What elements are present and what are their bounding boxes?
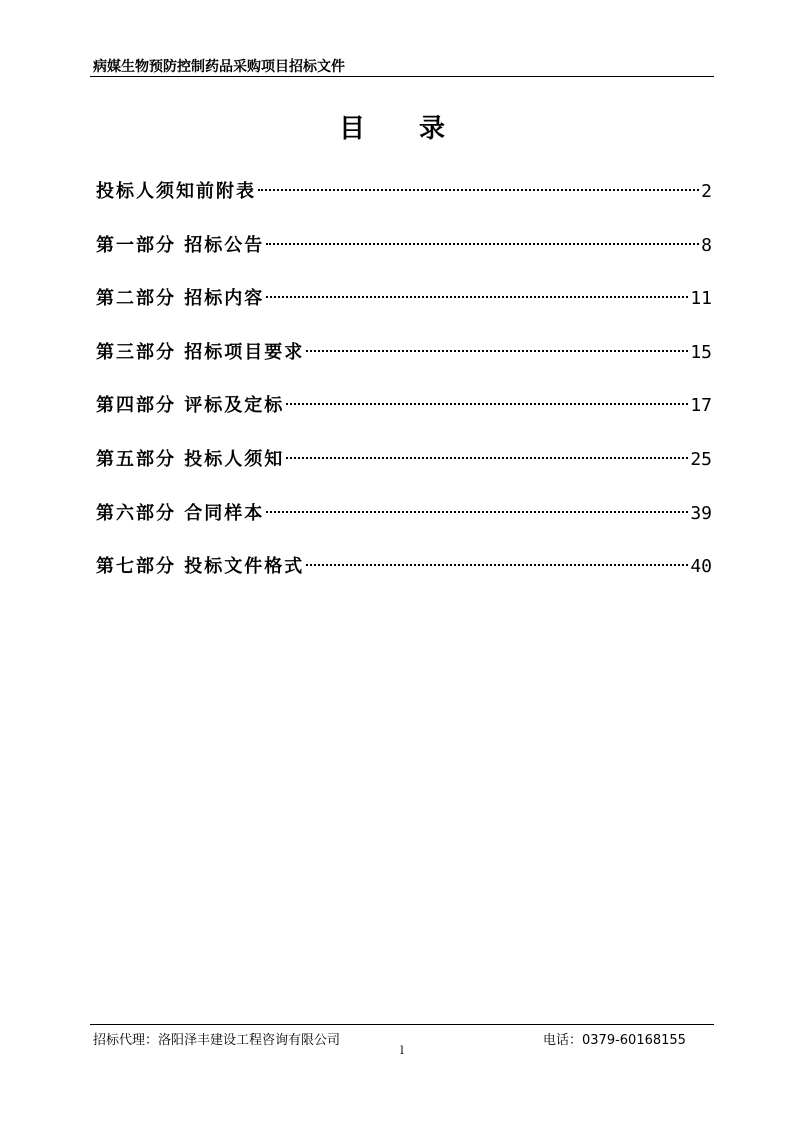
toc-entry-page: 11 xyxy=(690,288,712,310)
toc-entry-page: 17 xyxy=(690,395,712,417)
table-of-contents xyxy=(96,177,712,606)
toc-entry-label: 第三部分 招标项目要求 xyxy=(96,341,305,363)
toc-entry[interactable] xyxy=(96,552,712,606)
toc-leader-dots xyxy=(258,189,699,191)
toc-leader-dots xyxy=(286,403,688,405)
toc-entry[interactable] xyxy=(96,391,712,445)
footer-agency: 招标代理：洛阳泽丰建设工程咨询有限公司 xyxy=(93,1033,341,1048)
toc-entry-page: 15 xyxy=(690,341,712,363)
toc-entry-label: 第六部分 合同样本 xyxy=(96,502,265,524)
toc-leader-dots xyxy=(266,296,688,298)
toc-entry-page: 40 xyxy=(690,556,712,578)
footer-phone: 电话：0379-60168155 xyxy=(543,1033,686,1048)
toc-entry-label: 第二部分 招标内容 xyxy=(96,288,265,310)
toc-entry[interactable] xyxy=(96,284,712,338)
header-divider xyxy=(90,76,714,77)
toc-entry[interactable] xyxy=(96,338,712,392)
toc-entry-page: 8 xyxy=(701,234,712,256)
toc-entry-label: 投标人须知前附表 xyxy=(96,181,256,202)
toc-entry[interactable] xyxy=(96,499,712,553)
toc-leader-dots xyxy=(266,243,699,245)
document-header-title: 病媒生物预防控制药品采购项目招标文件 xyxy=(93,59,345,75)
toc-entry-page: 39 xyxy=(690,502,712,524)
toc-leader-dots xyxy=(306,564,688,566)
toc-entry-label: 第一部分 招标公告 xyxy=(96,234,265,256)
toc-entry[interactable] xyxy=(96,231,712,285)
toc-title: 目录 xyxy=(338,114,499,144)
toc-entry-label: 第七部分 投标文件格式 xyxy=(96,556,305,578)
toc-entry[interactable] xyxy=(96,177,712,231)
toc-entry[interactable] xyxy=(96,445,712,499)
toc-entry-label: 第四部分 评标及定标 xyxy=(96,395,285,417)
toc-leader-dots xyxy=(266,511,688,513)
footer-divider xyxy=(90,1024,714,1025)
page-number: l xyxy=(400,1044,404,1057)
toc-leader-dots xyxy=(306,350,688,352)
toc-entry-page: 2 xyxy=(701,181,712,202)
toc-entry-label: 第五部分 投标人须知 xyxy=(96,448,285,470)
toc-entry-page: 25 xyxy=(690,448,712,470)
toc-leader-dots xyxy=(286,457,688,459)
